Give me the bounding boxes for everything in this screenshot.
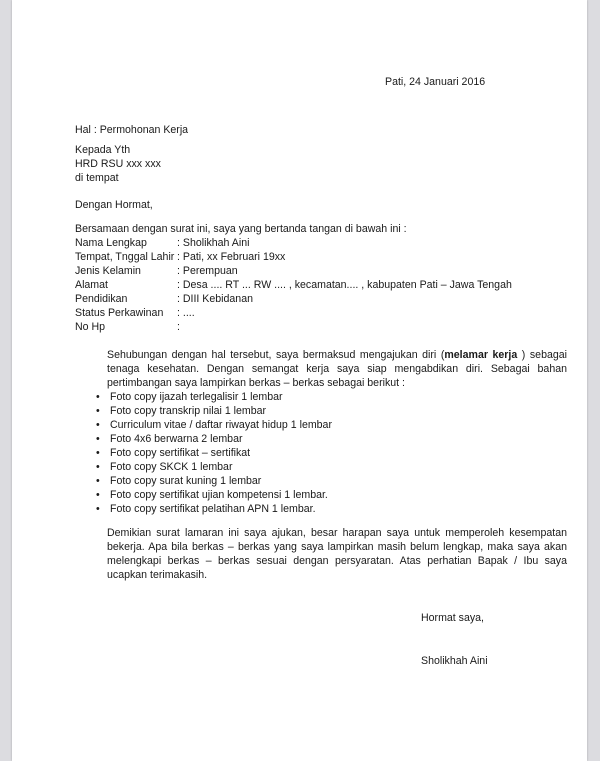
field-label: Tempat, Tnggal Lahir (75, 251, 175, 263)
intro-line: Bersamaan dengan surat ini, saya yang bertanda tangan di bawah ini : (75, 223, 407, 235)
recipient-line: HRD RSU xxx xxx (75, 158, 161, 170)
recipient-line: di tempat (75, 172, 119, 184)
list-item-text: Foto copy surat kuning 1 lembar (110, 475, 262, 487)
field-label: Jenis Kelamin (75, 265, 141, 277)
letter-date: Pati, 24 Januari 2016 (385, 76, 486, 88)
emphasis-text: melamar kerja (444, 349, 518, 361)
greeting: Dengan Hormat, (75, 199, 153, 211)
list-item-text: Foto 4x6 berwarna 2 lembar (110, 433, 243, 445)
recipient-line: Kepada Yth (75, 144, 131, 156)
field-value: : DIII Kebidanan (177, 293, 253, 305)
paragraph-text: Sehubungan dengan hal tersebut, saya bermaksud mengajukan diri ( (107, 349, 445, 361)
letter-subject: Hal : Permohonan Kerja (75, 124, 189, 136)
closing-salutation: Hormat saya, (421, 612, 484, 624)
bullet-icon: • (96, 475, 100, 487)
list-item-text: Foto copy ijazah terlegalisir 1 lembar (110, 391, 283, 403)
field-label: Alamat (75, 279, 108, 291)
body-paragraph-1 (75, 348, 567, 390)
list-item-text: Foto copy SKCK 1 lembar (110, 461, 233, 473)
list-item-text: Foto copy transkrip nilai 1 lembar (110, 405, 267, 417)
signer-name: Sholikhah Aini (421, 655, 488, 667)
field-label: Nama Lengkap (75, 237, 147, 249)
bullet-icon: • (96, 447, 100, 459)
bullet-icon: • (96, 461, 100, 473)
field-label: Status Perkawinan (75, 307, 164, 319)
list-item-text: Foto copy sertifikat ujian kompetensi 1 lembar. (110, 489, 328, 501)
bullet-icon: • (96, 419, 100, 431)
body-paragraph-2: Demikian surat lamaran ini saya ajukan, besar harapan saya untuk memperoleh kesempatan bekerja. Apa bila berkas – berkas yang saya lampirkan masih belum lengkap, maka saya akan melengkapi berkas – berkas sesuai dengan persyaratan. Atas perhatian Bapak / Ibu saya ucapkan terimakasih. (107, 527, 567, 581)
bullet-icon: • (96, 405, 100, 417)
bullet-icon: • (96, 489, 100, 501)
paragraph-text: ) sebagai tenaga kesehatan. Dengan semangat kerja saya siap mengabdikan diri. Sebagai bahan pertimbangan saya lampirkan berkas – berkas sebagai berikut : (107, 349, 567, 389)
letter-page (12, 0, 587, 761)
field-value: : .... (177, 307, 195, 319)
field-value: : (177, 321, 180, 333)
bullet-icon: • (96, 503, 100, 515)
recipient-block (75, 143, 161, 185)
field-label: No Hp (75, 321, 106, 333)
bullet-icon: • (96, 391, 100, 403)
list-item-text: Foto copy sertifikat – sertifikat (110, 447, 251, 459)
field-value: : Pati, xx Februari 19xx (177, 251, 286, 263)
field-value: : Desa .... RT ... RW .... , kecamatan.... , kabupaten Pati – Jawa Tengah (177, 279, 512, 291)
field-label: Pendidikan (75, 293, 128, 305)
list-item-text: Foto copy sertifikat pelatihan APN 1 lembar. (110, 503, 316, 515)
field-value: : Sholikhah Aini (177, 237, 250, 249)
bullet-icon: • (96, 433, 100, 445)
list-item-text: Curriculum vitae / daftar riwayat hidup 1 lembar (110, 419, 332, 431)
field-value: : Perempuan (177, 265, 238, 277)
